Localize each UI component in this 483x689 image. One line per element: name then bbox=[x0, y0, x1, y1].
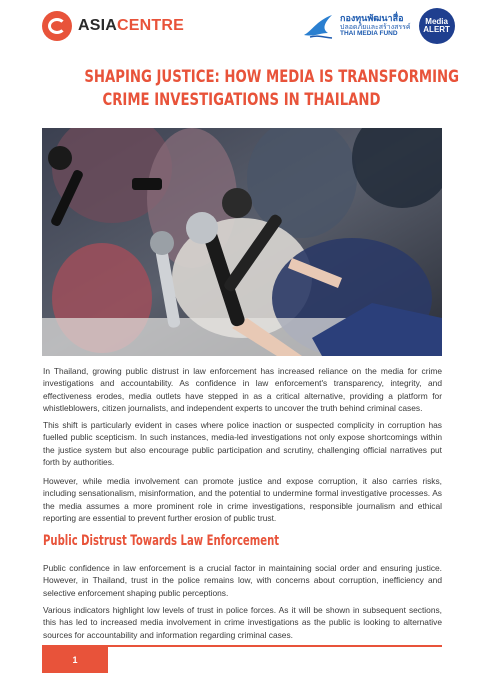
tmf-english-name: THAI MEDIA FUND bbox=[340, 29, 398, 37]
intro-paragraph-3: However, while media involvement can promote justice and expose corruption, it also carries risks, including sensationalism, misinformation, and the potential to undermine formal investigative processes. As the media assumes a more prominent role in crime investigations, responsible journalism and ethical reporting are essential to prevent further erosion of public trust. bbox=[43, 476, 442, 523]
tmf-thai-line2: ปลอดภัยและสร้างสรรค์ bbox=[340, 23, 411, 31]
hero-photo-microphones bbox=[42, 128, 442, 356]
logo-centre-text: CENTRE bbox=[117, 17, 185, 34]
tmf-thai-line1: กองทุนพัฒนาสื่อ bbox=[340, 13, 404, 24]
page-header bbox=[0, 0, 483, 52]
media-alert-badge bbox=[419, 8, 455, 44]
intro-paragraph-1: In Thailand, growing public distrust in law enforcement has increased reliance on the media for crime investigations and accountability. As confidence in law enforcement's transparency, integrity, and effectiveness erodes, media outlets have stepped in as a critical alternative, providing a platform for whistleblowers, citizen journalists, and independent experts to uncover the truth behind criminal cases. bbox=[43, 366, 442, 413]
title-line2: CRIME INVESTIGATIONS IN THAILAND bbox=[102, 90, 381, 110]
press-scrum-illustration bbox=[42, 128, 442, 356]
thai-media-fund-logo bbox=[302, 8, 455, 44]
asia-centre-emblem-icon bbox=[42, 11, 72, 41]
section-heading: Public Distrust Towards Law Enforcement bbox=[43, 533, 280, 549]
thai-media-fund-text bbox=[340, 14, 411, 38]
media-alert-line1: Media bbox=[425, 16, 448, 26]
bird-icon bbox=[302, 11, 336, 41]
intro-paragraph-2: This shift is particularly evident in cases where police inaction or suspected complicity in corruption has fuelled public scepticism. In such instances, media-led investigations not only expose shortcomings within the justice system but also encourage public participation and scrutiny, challenging official narratives put forth by authorities. bbox=[43, 420, 442, 467]
page-number: 1 bbox=[42, 647, 108, 673]
title-line1: SHAPING JUSTICE: HOW MEDIA IS TRANSFORMING bbox=[84, 67, 460, 87]
logo-asia-text: ASIA bbox=[78, 17, 118, 34]
page-title bbox=[84, 66, 460, 112]
asia-centre-logo bbox=[42, 11, 184, 41]
asia-centre-wordmark bbox=[78, 17, 184, 35]
media-alert-line2: ALERT bbox=[423, 25, 450, 34]
section-paragraph-1: Public confidence in law enforcement is a crucial factor in maintaining social order and ensuring justice. However, in Thailand, trust in the police remains low, with concerns about corruption, inefficiency and selective enforcement shaping public perceptions. bbox=[43, 563, 442, 598]
section-paragraph-2: Various indicators highlight low levels of trust in police forces. As it will be shown in subsequent sections, this has led to increased media involvement in crime investigations as the public is looking to alternative sources for accountability and information regarding criminal cases. bbox=[43, 605, 442, 640]
